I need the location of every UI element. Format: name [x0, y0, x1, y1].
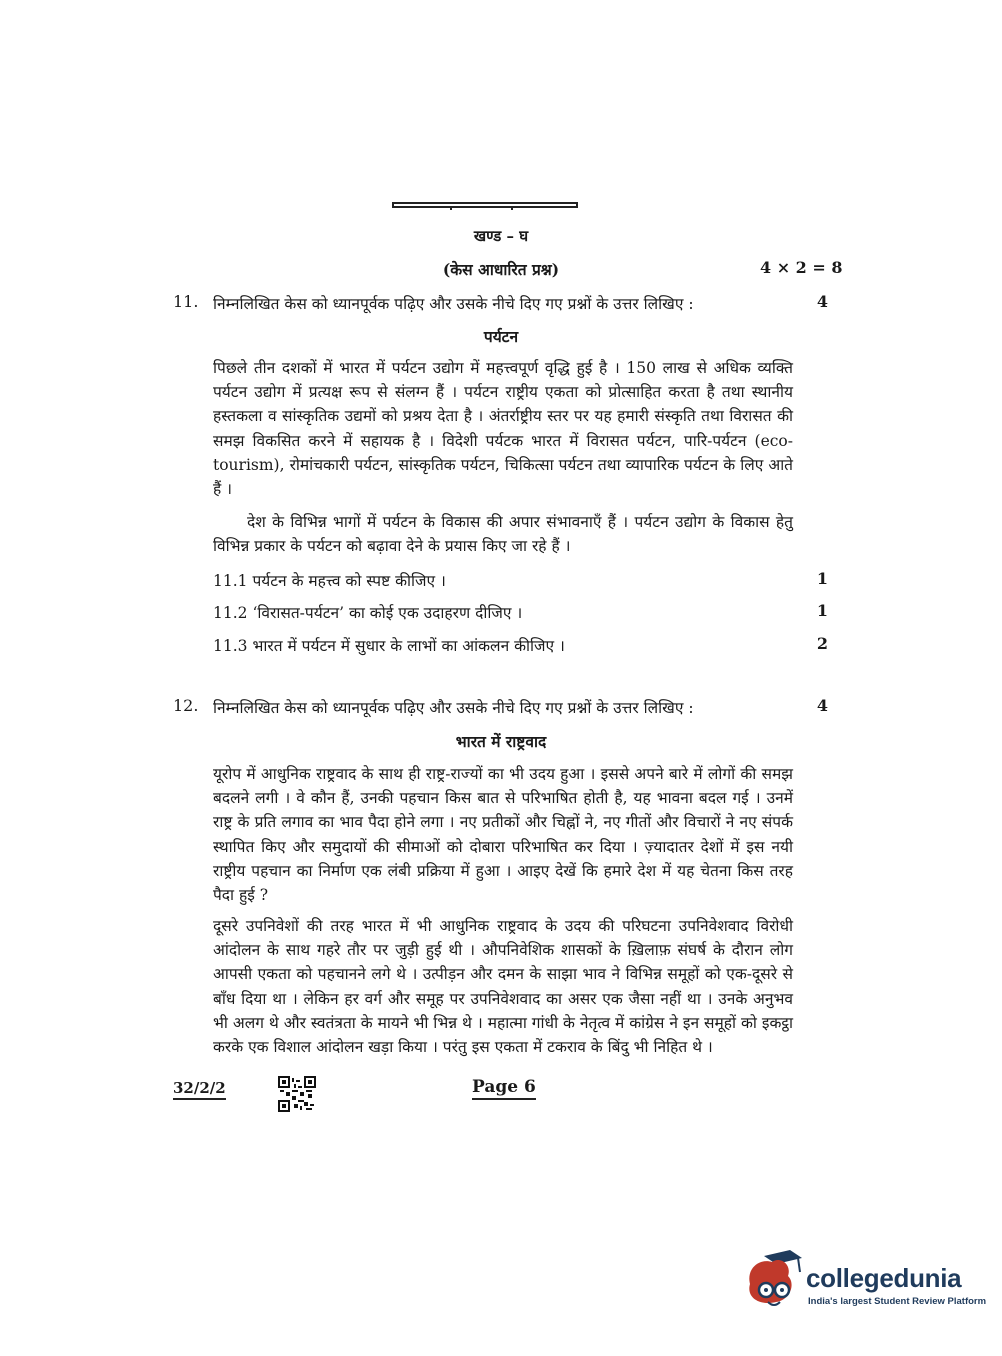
- collegedunia-tagline: India's largest Student Review Platform: [808, 1296, 987, 1307]
- section-marks: 4 × 2 = 8: [760, 258, 843, 277]
- section-divider: [392, 202, 578, 208]
- q11-passage-para2: देश के विभिन्न भागों में पर्यटन के विकास की अपार संभावनाएँ हैं । पर्यटन उद्योग के विकास हेतु विभिन्न प्रकार के पर्यटन को बढ़ावा देने के प्रयास किए जा रहे हैं ।: [213, 513, 793, 556]
- section-title: खण्ड – घ: [473, 227, 529, 245]
- q11-heading: पर्यटन: [483, 327, 519, 346]
- q11-number: 11.: [173, 292, 199, 311]
- divider-tick: [511, 206, 513, 210]
- page-number: Page 6: [472, 1077, 536, 1100]
- q11-marks: 4: [816, 292, 828, 311]
- q11-sub-1-marks: 1: [816, 569, 828, 588]
- q11-passage-para1: पिछले तीन दशकों में भारत में पर्यटन उद्योग में महत्त्वपूर्ण वृद्धि हुई है । 150 लाख से अधिक व्यक्ति पर्यटन उद्योग में प्रत्यक्ष रूप से संलग्न हैं । पर्यटन राष्ट्रीय एकता को प्रोत्साहित करता है तथा स्थानीय हस्तकला व सांस्कृतिक उद्यमों को प्रश्रय देता है । अंतर्राष्ट्रीय स्तर पर यह हमारी संस्कृति तथा विरासत की समझ विकसित करने में सहायक है । विदेशी पर्यटक भारत में विरासत पर्यटन, पारि-पर्यटन (eco-tourism), रोमांचकारी पर्यटन, सांस्कृतिक पर्यटन, चिकित्सा पर्यटन तथा व्यापारिक पर्यटन के लिए आते हैं ।: [213, 359, 793, 499]
- q11-sub-2-marks: 1: [816, 601, 828, 620]
- collegedunia-logo-text: collegedunia: [806, 1263, 962, 1293]
- divider-tick: [450, 206, 452, 210]
- q12-instruction: निम्नलिखित केस को ध्यानपूर्वक पढ़िए और उसके नीचे दिए गए प्रश्नों के उत्तर लिखिए :: [213, 699, 694, 717]
- q12-marks: 4: [816, 696, 828, 715]
- q11-sub-3: 11.3 भारत में पर्यटन में सुधार के लाभों का आंकलन कीजिए ।: [213, 637, 565, 655]
- q12-heading: भारत में राष्ट्रवाद: [455, 732, 547, 751]
- q11-sub-3-marks: 2: [816, 634, 828, 653]
- qr-code-icon: [278, 1076, 316, 1112]
- section-subtitle: (केस आधारित प्रश्न): [442, 260, 560, 279]
- q11-sub-2: 11.2 ‘विरासत-पर्यटन’ का कोई एक उदाहरण दीजिए ।: [213, 604, 523, 622]
- q12-number: 12.: [173, 696, 199, 715]
- q12-passage-para2: दूसरे उपनिवेशों की तरह भारत में भी आधुनिक राष्ट्रवाद के उदय की परिघटना उपनिवेशवाद विरोधी आंदोलन के साथ गहरे तौर पर जुड़ी हुई थी । औपनिवेशिक शासकों के ख़िलाफ़ संघर्ष के दौरान लोग आपसी एकता को पहचानने लगे थे । उत्पीड़न और दमन के साझा भाव ने विभिन्न समूहों को एक-दूसरे से बाँध दिया था । लेकिन हर वर्ग और समूह पर उपनिवेशवाद का असर एक जैसा नहीं था । उनके अनुभव भी अलग थे और स्वतंत्रता के मायने भी भिन्न थे । महात्मा गांधी के नेतृत्व में कांग्रेस ने इन समूहों को इकट्ठा करके एक विशाल आंदोलन खड़ा किया । परंतु इस एकता में टकराव के बिंदु भी निहित थे ।: [213, 917, 793, 1057]
- q11-instruction: निम्नलिखित केस को ध्यानपूर्वक पढ़िए और उसके नीचे दिए गए प्रश्नों के उत्तर लिखिए :: [213, 295, 694, 313]
- q12-passage-para1: यूरोप में आधुनिक राष्ट्रवाद के साथ ही राष्ट्र-राज्यों का भी उदय हुआ । इससे अपने बारे में लोगों की समझ बदलने लगी । वे कौन हैं, उनकी पहचान किस बात से परिभाषित होती है, यह भावना बदल गई । उनमें राष्ट्र के प्रति लगाव का भाव पैदा होने लगा । नए प्रतीकों और चिह्नों ने, नए गीतों और विचारों ने नए संपर्क स्थापित किए और समुदायों की सीमाओं को दोबारा परिभाषित कर दिया । ज़्यादातर देशों में इस नयी राष्ट्रीय पहचान का निर्माण एक लंबी प्रक्रिया में हुआ । आइए देखें कि हमारे देश में यह चेतना किस तरह पैदा हुई ?: [213, 765, 793, 905]
- q11-sub-1: 11.1 पर्यटन के महत्त्व को स्पष्ट कीजिए ।: [213, 572, 446, 590]
- collegedunia-mascot-icon: [742, 1250, 804, 1314]
- paper-code: 32/2/2: [173, 1079, 226, 1100]
